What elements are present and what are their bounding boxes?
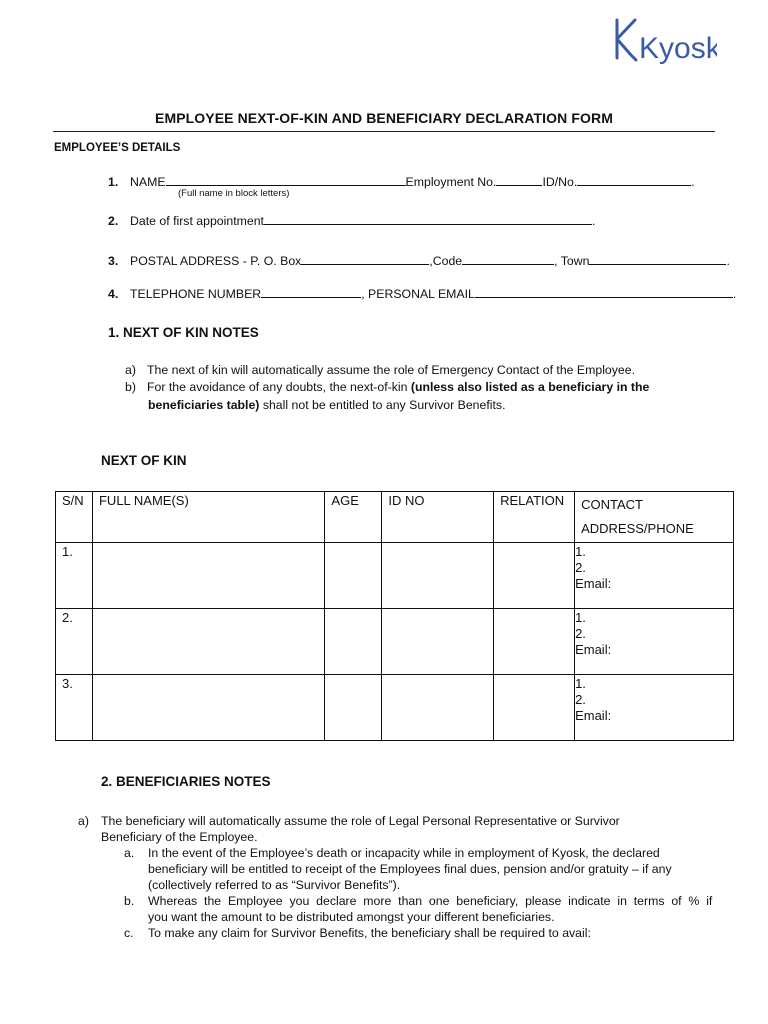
telephone-input-line[interactable] [261, 285, 361, 298]
section-employee-details: EMPLOYEE’S DETAILS [54, 142, 181, 154]
beneficiary-subnote-b-line2: you want the amount to be distributed amongst your different beneficiaries. [148, 910, 555, 924]
table-row [56, 675, 734, 741]
beneficiary-subnote-b [124, 893, 712, 909]
full-name-cell[interactable] [92, 675, 324, 741]
relation-cell[interactable] [494, 609, 575, 675]
town-input-line[interactable] [589, 252, 726, 265]
contact-line: 1. [575, 544, 586, 559]
form-title: EMPLOYEE NEXT-OF-KIN AND BENEFICIARY DECLARATION FORM [155, 110, 613, 126]
header-relation: RELATION [494, 492, 575, 543]
contact-email-line: Email: [575, 708, 612, 723]
header-age: AGE [325, 492, 382, 543]
next-of-kin-table [55, 491, 734, 741]
field-postal-row [108, 252, 730, 268]
beneficiary-subnote-a-line3: (collectively referred to as “Survivor Benefits”). [148, 878, 401, 892]
telephone-label: TELEPHONE NUMBER [130, 287, 262, 301]
beneficiary-subnote-a-line2: beneficiary will be entitled to receipt of the Employees final dues, pension and/or gratuity – if any [148, 862, 672, 876]
name-input-line[interactable] [166, 173, 406, 186]
note-text: For the avoidance of any doubts, the next-of-kin [147, 380, 411, 394]
town-label: , Town [554, 254, 590, 268]
id-no-cell[interactable] [382, 609, 494, 675]
field-number: 3. [108, 254, 119, 268]
relation-cell[interactable] [494, 543, 575, 609]
field-name-row [108, 173, 695, 189]
kin-note-a [125, 363, 635, 377]
age-cell[interactable] [325, 609, 382, 675]
contact-line: 2. [575, 626, 586, 641]
employment-no-input-line[interactable] [496, 173, 542, 186]
kin-notes-heading: 1. NEXT OF KIN NOTES [108, 325, 259, 340]
note-label: a) [125, 363, 136, 377]
id-no-cell[interactable] [382, 543, 494, 609]
subnote-text: In the event of the Employee’s death or incapacity while in employment of Kyosk, the declared [148, 846, 660, 860]
kyosk-logo [613, 14, 717, 68]
beneficiary-note-a [78, 813, 620, 829]
subnote-label: a. [124, 846, 135, 860]
field-number: 1. [108, 175, 119, 189]
end-dot: . [691, 175, 695, 189]
header-contact [575, 492, 734, 543]
contact-line: 1. [575, 676, 586, 691]
contact-email-line: Email: [575, 642, 612, 657]
subnote-label: c. [124, 926, 134, 940]
note-text: shall not be entitled to any Survivor Benefits. [259, 398, 506, 412]
beneficiary-subnote-a [124, 845, 660, 861]
table-header-row [56, 492, 734, 543]
contact-cell[interactable] [575, 543, 734, 609]
code-input-line[interactable] [462, 252, 554, 265]
contact-cell[interactable] [575, 675, 734, 741]
name-label: NAME [130, 175, 166, 189]
end-dot: . [732, 287, 737, 301]
po-box-input-line[interactable] [301, 252, 429, 265]
field-number: 2. [108, 214, 119, 228]
kin-note-b-continued [148, 398, 505, 412]
contact-line: 2. [575, 560, 586, 575]
contact-line: 1. [575, 610, 586, 625]
kin-table-heading: NEXT OF KIN [101, 453, 187, 468]
id-no-input-line[interactable] [577, 173, 691, 186]
subnote-text: To make any claim for Survivor Benefits, the beneficiary shall be required to avail: [148, 926, 591, 940]
beneficiaries-heading: 2. BENEFICIARIES NOTES [101, 774, 271, 789]
header-sn: S/N [56, 492, 93, 543]
contact-line: 2. [575, 692, 586, 707]
email-input-line[interactable] [475, 285, 733, 298]
note-text: The beneficiary will automatically assume the role of Legal Personal Representative or Survivor [101, 814, 620, 828]
note-label: a) [78, 814, 89, 828]
field-telephone-row [108, 285, 736, 301]
contact-email-line: Email: [575, 576, 612, 591]
note-bold-text: beneficiaries table) [148, 398, 260, 412]
contact-cell[interactable] [575, 609, 734, 675]
relation-cell[interactable] [494, 675, 575, 741]
postal-label: POSTAL ADDRESS - P. O. Box [130, 254, 302, 268]
header-full-name: FULL NAME(S) [92, 492, 324, 543]
table-row [56, 609, 734, 675]
row-sn: 1. [56, 543, 93, 609]
field-number: 4. [108, 287, 119, 301]
note-bold-text: (unless also listed as a beneficiary in the [410, 380, 650, 394]
row-sn: 3. [56, 675, 93, 741]
beneficiary-note-a-continued: Beneficiary of the Employee. [101, 830, 258, 844]
logo-text: Kyosk [639, 32, 717, 65]
employment-no-label: Employment No. [405, 175, 497, 189]
name-hint: (Full name in block letters) [178, 188, 290, 199]
id-no-cell[interactable] [382, 675, 494, 741]
table-row [56, 543, 734, 609]
full-name-cell[interactable] [92, 543, 324, 609]
note-text: The next of kin will automatically assume the role of Emergency Contact of the Employee. [147, 363, 636, 377]
subnote-label: b. [124, 894, 135, 908]
header-contact-line2: ADDRESS/PHONE [581, 521, 694, 536]
kin-note-b [125, 380, 649, 394]
email-label: , PERSONAL EMAIL [361, 287, 475, 301]
field-appointment-row [108, 212, 595, 228]
end-dot: . [726, 254, 730, 268]
end-dot: . [591, 214, 596, 228]
header-id-no: ID NO [382, 492, 494, 543]
appointment-label: Date of first appointment [130, 214, 264, 228]
appointment-input-line[interactable] [264, 212, 592, 225]
age-cell[interactable] [325, 543, 382, 609]
age-cell[interactable] [325, 675, 382, 741]
id-no-label: ID/No. [542, 175, 578, 189]
full-name-cell[interactable] [92, 609, 324, 675]
subnote-text: Whereas the Employee you declare more than one beneficiary, please indicate in terms of % if [148, 894, 713, 908]
note-label: b) [125, 380, 136, 394]
kyosk-logo-mark [613, 14, 717, 68]
code-label: ,Code [429, 254, 463, 268]
row-sn: 2. [56, 609, 93, 675]
title-divider [53, 131, 715, 132]
beneficiary-subnote-c [124, 925, 591, 941]
header-contact-line1: CONTACT [581, 497, 643, 512]
